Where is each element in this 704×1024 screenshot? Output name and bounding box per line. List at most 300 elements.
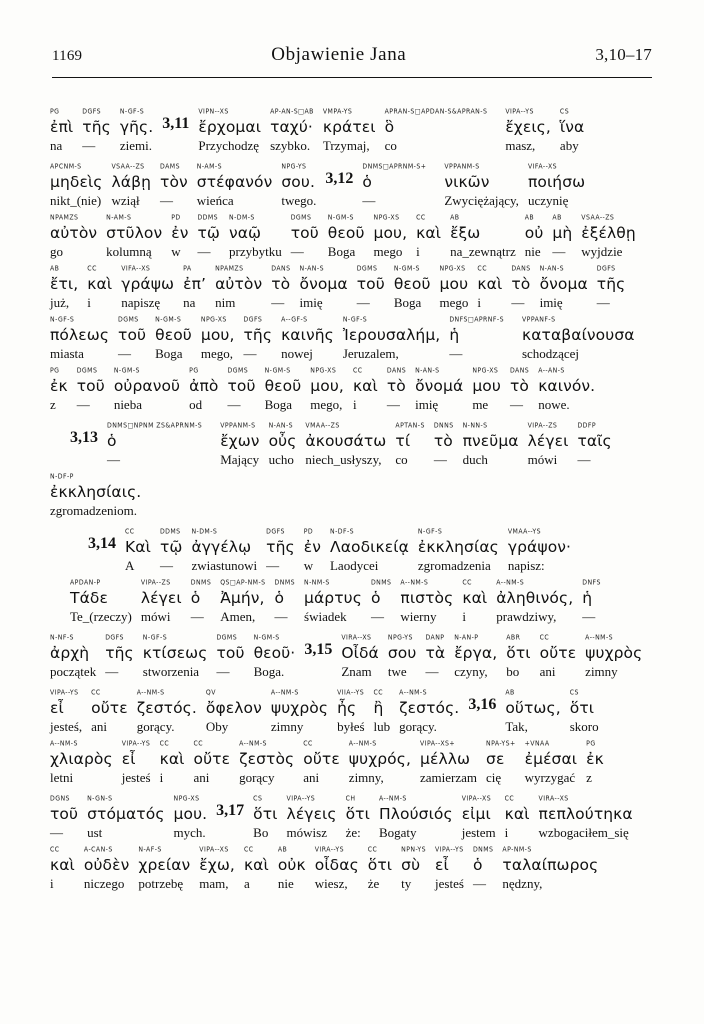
- interlinear-word: [50, 108, 82, 154]
- interlinear-word: [387, 367, 415, 413]
- grammar-tag: DGFS: [596, 264, 616, 273]
- grammar-tag: VIPA--YS: [50, 688, 79, 697]
- interlinear-word: [50, 265, 87, 311]
- polish-gloss: ty: [401, 876, 412, 891]
- grammar-tag: DGFS: [266, 527, 285, 536]
- polish-gloss: jesteś: [435, 876, 464, 891]
- grammar-tag: DNMS: [274, 578, 296, 587]
- grammar-tag: CS: [253, 794, 263, 803]
- greek-word: ποιήσω: [527, 173, 586, 191]
- interlinear-word: [50, 795, 87, 841]
- polish-gloss: Mający: [220, 452, 260, 467]
- polish-gloss: gorący.: [399, 719, 437, 734]
- greek-word: τὸ: [433, 432, 453, 450]
- interlinear-word: [337, 689, 373, 735]
- greek-word: τοῦ: [118, 326, 147, 344]
- greek-word: ψυχρὸς: [270, 699, 329, 717]
- polish-gloss: Boga: [327, 244, 356, 259]
- interlinear-word: [215, 265, 271, 311]
- polish-gloss: gorący.: [136, 719, 175, 734]
- interlinear-word: [77, 367, 114, 413]
- grammar-tag: DGMS: [356, 264, 378, 273]
- polish-gloss: byłeś: [337, 719, 365, 734]
- interlinear-word: [486, 740, 525, 786]
- polish-gloss: i: [159, 770, 164, 785]
- greek-word: οὐρανοῦ: [113, 377, 181, 395]
- polish-gloss: —: [197, 244, 211, 259]
- greek-word: καὶ: [462, 589, 488, 607]
- interlinear-word: [511, 265, 539, 311]
- polish-gloss: z: [50, 397, 56, 412]
- interlinear-word: [368, 846, 401, 892]
- polish-gloss: Boga: [393, 295, 422, 310]
- polish-gloss: że: [367, 876, 380, 891]
- polish-gloss: już,: [50, 295, 70, 310]
- greek-word: τοῦ: [216, 644, 245, 662]
- grammar-tag: VIPA--YS: [286, 794, 316, 803]
- greek-word: καταβαίνουσα: [521, 326, 635, 344]
- interlinear-word: [254, 634, 305, 680]
- greek-word: μου: [439, 275, 469, 293]
- greek-word: ὅτι: [569, 699, 595, 717]
- greek-word: καὶ: [504, 805, 530, 823]
- interlinear-word: [87, 795, 173, 841]
- greek-word: ἀπὸ: [189, 377, 219, 395]
- interlinear-word: [560, 108, 593, 154]
- grammar-tag: N-DM-S: [228, 213, 255, 222]
- polish-gloss: gorący: [239, 770, 275, 785]
- word-row: [50, 630, 664, 680]
- greek-word: μου,: [200, 326, 235, 344]
- polish-gloss: —: [118, 346, 132, 361]
- grammar-tag: VIPA--ZS: [527, 421, 558, 430]
- polish-gloss: co: [384, 138, 397, 153]
- greek-word: λέγεις: [286, 805, 337, 823]
- interlinear-word: [341, 634, 388, 680]
- polish-gloss: —: [582, 609, 596, 624]
- word-row: [50, 579, 664, 625]
- interlinear-word: [278, 846, 315, 892]
- greek-word: Πλούσιός: [378, 805, 453, 823]
- grammar-tag: PG: [189, 366, 199, 375]
- greek-word: μου,: [310, 377, 344, 395]
- grammar-tag: N-GF-S: [142, 633, 168, 642]
- interlinear-word: [597, 265, 635, 311]
- interlinear-line: [50, 740, 664, 786]
- interlinear-word: [265, 367, 311, 413]
- greek-word: ἔργα,: [454, 644, 498, 662]
- grammar-tag: VIPN--XS: [198, 107, 229, 116]
- greek-word: στέφανόν: [196, 173, 273, 191]
- greek-word: τὸ: [509, 377, 529, 395]
- greek-word: στόματός: [87, 805, 165, 823]
- polish-gloss: mego: [373, 244, 403, 259]
- word-row: [50, 367, 664, 413]
- greek-word: οὐδὲν: [83, 856, 130, 874]
- greek-word: στῦλον: [106, 224, 163, 242]
- greek-word: ὁ: [370, 589, 381, 607]
- greek-word: Καὶ: [125, 538, 151, 556]
- interlinear-word: [229, 214, 291, 260]
- interlinear-word: [304, 579, 371, 625]
- polish-gloss: Bogaty: [378, 825, 417, 840]
- interlinear-word: [137, 689, 206, 735]
- verse-number: [162, 104, 198, 150]
- interlinear-word: [281, 163, 325, 209]
- interlinear-word: [216, 634, 253, 680]
- polish-gloss: nie: [277, 876, 294, 891]
- grammar-tag: CC: [462, 578, 472, 587]
- greek-word: οὐκ: [277, 856, 306, 874]
- greek-word: τοῦ: [356, 275, 385, 293]
- polish-gloss: wiesz,: [314, 876, 348, 891]
- interlinear-word: [143, 634, 217, 680]
- grammar-tag: DGMS: [118, 315, 139, 324]
- greek-word: λάβῃ: [111, 173, 152, 191]
- grammar-tag: DDMS: [159, 527, 181, 536]
- polish-gloss: —: [216, 664, 230, 679]
- grammar-tag: VIFA--XS: [121, 264, 151, 273]
- interlinear-word: [505, 689, 569, 735]
- greek-word: καινόν.: [538, 377, 596, 395]
- polish-gloss: z: [586, 770, 592, 785]
- interlinear-word: [371, 579, 400, 625]
- greek-word: ἐκ: [50, 377, 68, 395]
- greek-word: ἐκ: [586, 750, 604, 768]
- greek-word: τῆς: [82, 118, 111, 136]
- grammar-tag: A--NM-S: [270, 688, 299, 697]
- polish-gloss: wziął: [111, 193, 140, 208]
- polish-gloss: w: [303, 558, 314, 573]
- verse-number: [70, 418, 107, 464]
- interlinear-word: [50, 846, 84, 892]
- interlinear-word: [343, 316, 449, 362]
- grammar-tag: DNMS: [472, 845, 494, 854]
- grammar-tag: VMAA--ZS: [305, 421, 340, 430]
- grammar-tag: CC: [303, 739, 313, 748]
- greek-word: ὃ: [384, 118, 395, 136]
- interlinear-line: [50, 630, 664, 680]
- interlinear-word: [239, 740, 303, 786]
- polish-gloss: zgromadzenia: [417, 558, 491, 573]
- grammar-tag: A--NM-S: [348, 739, 377, 748]
- interlinear-word: [415, 367, 472, 413]
- polish-gloss: —: [356, 295, 370, 310]
- grammar-tag: N-AN-P: [454, 633, 479, 642]
- greek-word: ζεστός.: [399, 699, 460, 717]
- grammar-tag: DGFS: [105, 633, 124, 642]
- greek-word: ἀληθινός,: [496, 589, 574, 607]
- interlinear-word: [416, 214, 450, 260]
- polish-gloss: bo: [506, 664, 520, 679]
- verse-number-label: 3,16: [468, 696, 497, 713]
- grammar-tag: VIPA--ZS: [140, 578, 171, 587]
- greek-word: τί: [395, 432, 411, 450]
- polish-gloss: stworzenia: [142, 664, 200, 679]
- interlinear-word: [570, 689, 608, 735]
- grammar-tag: VIPA--XS+: [420, 739, 456, 748]
- greek-word: λέγει: [527, 432, 569, 450]
- interlinear-word: [463, 422, 528, 468]
- grammar-tag: APTAN-S: [395, 421, 425, 430]
- interlinear-word: [281, 316, 343, 362]
- grammar-tag: CC: [125, 527, 135, 536]
- interlinear-word: [449, 316, 522, 362]
- greek-word: ἔχεις,: [505, 118, 551, 136]
- interlinear-line: [50, 791, 664, 841]
- interlinear-word: [171, 214, 197, 260]
- verse-range: 3,10–17: [595, 45, 652, 64]
- polish-gloss: i: [462, 609, 466, 624]
- polish-gloss: Laodycei: [329, 558, 379, 573]
- grammar-tag: A--NM-S: [50, 739, 78, 748]
- interlinear-word: [300, 265, 357, 311]
- greek-word: Λαοδικείᾳ: [329, 538, 409, 556]
- polish-gloss: a: [243, 876, 250, 891]
- grammar-tag: CC: [87, 264, 97, 273]
- greek-word: οὕτως,: [505, 699, 561, 717]
- polish-gloss: Znam: [341, 664, 372, 679]
- polish-gloss: —: [243, 346, 257, 361]
- interlinear-word: [440, 265, 478, 311]
- grammar-tag: DANP: [425, 633, 445, 642]
- greek-word: καὶ: [477, 275, 503, 293]
- interlinear-word: [138, 846, 199, 892]
- greek-word: σου.: [281, 173, 315, 191]
- greek-word: μηδεὶς: [50, 173, 103, 191]
- verse-number-label: 3,12: [325, 170, 354, 187]
- polish-gloss: zgromadzeniom.: [50, 503, 137, 518]
- interlinear-word: [160, 740, 194, 786]
- polish-gloss: —: [107, 452, 120, 467]
- grammar-tag: DNNS: [433, 421, 454, 430]
- grammar-tag: NPG-XS: [472, 366, 499, 375]
- interlinear-word: [454, 634, 506, 680]
- greek-word: τὰ: [425, 644, 446, 662]
- grammar-tag: N-GF-S: [417, 527, 443, 536]
- grammar-tag: A--NM-S: [496, 578, 525, 587]
- polish-gloss: jesteś: [121, 770, 151, 785]
- polish-gloss: imię: [539, 295, 563, 310]
- grammar-tag: CC: [477, 264, 487, 273]
- polish-gloss: mych.: [173, 825, 206, 840]
- polish-gloss: schodzącej: [521, 346, 579, 361]
- greek-word: σου: [387, 644, 417, 662]
- interlinear-word: [374, 689, 400, 735]
- grammar-tag: CC: [159, 739, 170, 748]
- grammar-tag: DANS: [511, 264, 531, 273]
- grammar-tag: DNMS□NPNM ZS&APRNM-S: [107, 421, 203, 430]
- polish-gloss: mówi: [140, 609, 171, 624]
- grammar-tag: DNFS□APRNF-S: [449, 315, 504, 324]
- grammar-tag: NPN-YS: [401, 845, 427, 854]
- grammar-tag: N-NN-S: [462, 421, 488, 430]
- polish-gloss: napiszę: [121, 295, 161, 310]
- grammar-tag: +VNAA: [524, 739, 550, 748]
- grammar-tag: AB: [277, 845, 288, 854]
- grammar-tag: N-AM-S: [106, 213, 132, 222]
- grammar-tag: NPG-YS: [387, 633, 413, 642]
- interlinear-line: [50, 104, 664, 154]
- polish-gloss: —: [577, 452, 591, 467]
- interlinear-word: [125, 528, 160, 574]
- interlinear-word: [118, 316, 155, 362]
- interlinear-word: [510, 367, 538, 413]
- polish-gloss: twe: [387, 664, 407, 679]
- grammar-tag: AP-NM-S: [502, 845, 532, 854]
- interlinear-word: [586, 740, 613, 786]
- interlinear-word: [388, 634, 426, 680]
- grammar-tag: VIPA--YS: [121, 739, 151, 748]
- greek-word: ταχύ·: [270, 118, 313, 136]
- greek-word: τὸ: [386, 377, 406, 395]
- greek-word: ὄνομα: [299, 275, 348, 293]
- interlinear-word: [271, 265, 299, 311]
- grammar-tag: NPG-XS: [439, 264, 466, 273]
- grammar-tag: PG: [586, 739, 596, 748]
- greek-word: μὴ: [552, 224, 573, 242]
- greek-word: γράψω: [121, 275, 175, 293]
- greek-word: καὶ: [50, 856, 75, 874]
- greek-word: ὁ: [472, 856, 483, 874]
- polish-gloss: wieńca: [196, 193, 234, 208]
- grammar-tag: N-DF-P: [50, 472, 74, 481]
- grammar-tag: CS: [559, 107, 570, 116]
- grammar-tag: PD: [303, 527, 314, 536]
- interlinear-word: [425, 634, 454, 680]
- grammar-tag: DGMS: [76, 366, 98, 375]
- interlinear-word: [50, 163, 112, 209]
- greek-word: μου,: [373, 224, 408, 242]
- grammar-tag: N-GM-S: [264, 366, 291, 375]
- greek-word: Ἀμήν,: [220, 589, 265, 607]
- polish-gloss: —: [266, 558, 280, 573]
- polish-gloss: mówisz: [286, 825, 327, 840]
- grammar-tag: NPG-YS: [281, 162, 307, 171]
- grammar-tag: N-GM-S: [393, 264, 420, 273]
- word-row: [50, 791, 664, 841]
- polish-gloss: cię: [486, 770, 502, 785]
- word-row: [50, 685, 664, 735]
- greek-word: τῆς: [243, 326, 273, 344]
- greek-word: τῆς: [105, 644, 134, 662]
- grammar-tag: VIPA--XS: [199, 845, 229, 854]
- interlinear-word: [244, 316, 282, 362]
- polish-gloss: zimny: [270, 719, 304, 734]
- interlinear-word: [253, 795, 286, 841]
- polish-gloss: czyny,: [454, 664, 488, 679]
- polish-gloss: niech_usłyszy,: [305, 452, 382, 467]
- greek-word: ἐκκλησίαις.: [50, 483, 142, 501]
- polish-gloss: i: [87, 295, 91, 310]
- greek-word: Τάδε: [70, 589, 108, 607]
- interlinear-word: [444, 163, 528, 209]
- grammar-tag: DGMS: [290, 213, 312, 222]
- polish-gloss: i: [352, 397, 357, 412]
- interlinear-word: [506, 634, 539, 680]
- grammar-tag: N-AN-S: [539, 264, 565, 273]
- interlinear-word: [112, 163, 161, 209]
- polish-gloss: ani: [91, 719, 108, 734]
- interlinear-word: [435, 846, 473, 892]
- polish-gloss: Boga.: [253, 664, 285, 679]
- interlinear-word: [50, 689, 91, 735]
- grammar-tag: DNFS: [582, 578, 601, 587]
- interlinear-line: [50, 265, 664, 311]
- greek-word: ἦς: [337, 699, 357, 717]
- polish-gloss: szybko.: [270, 138, 311, 153]
- interlinear-word: [114, 367, 189, 413]
- interlinear-word: [227, 367, 264, 413]
- polish-gloss: me: [472, 397, 489, 412]
- interlinear-word: [120, 108, 162, 154]
- grammar-tag: CC: [243, 845, 254, 854]
- greek-word: κράτει: [322, 118, 376, 136]
- grammar-tag: NPG-XS: [310, 366, 337, 375]
- greek-word: ὄνομά: [415, 377, 464, 395]
- greek-word: κτίσεως: [142, 644, 208, 662]
- greek-word: ὁ: [107, 432, 117, 450]
- grammar-tag: CC: [352, 366, 363, 375]
- interlinear-word: [189, 367, 227, 413]
- interlinear-word: [271, 689, 337, 735]
- polish-gloss: —: [290, 244, 304, 259]
- grammar-tag: PG: [50, 107, 60, 116]
- polish-gloss: twego.: [281, 193, 317, 208]
- greek-word: ταλαίπωρος: [502, 856, 599, 874]
- greek-word: εἶ: [50, 699, 64, 717]
- grammar-tag: N-GM-S: [327, 213, 354, 222]
- interlinear-body: [50, 104, 664, 897]
- grammar-tag: PA: [183, 264, 192, 273]
- polish-gloss: nowej: [281, 346, 313, 361]
- greek-word: θεοῦ: [264, 377, 302, 395]
- polish-gloss: Tak,: [505, 719, 528, 734]
- grammar-tag: N-GN-S: [87, 794, 113, 803]
- grammar-tag: AB: [450, 213, 460, 222]
- grammar-tag: DAMS: [160, 162, 180, 171]
- verse-number-label: 3,15: [304, 641, 333, 658]
- grammar-tag: CC: [416, 213, 426, 222]
- grammar-tag: QS□AP-NM-S: [220, 578, 266, 587]
- grammar-tag: ABR: [506, 633, 521, 642]
- grammar-tag: PD: [171, 213, 181, 222]
- greek-word: καινῆς: [281, 326, 334, 344]
- greek-word: σε: [486, 750, 505, 768]
- grammar-tag: DGFS: [82, 107, 102, 116]
- polish-gloss: ziemi.: [119, 138, 152, 153]
- greek-word: τῷ: [197, 224, 220, 242]
- polish-gloss: —: [50, 825, 63, 840]
- greek-word: Οἶδά: [341, 644, 379, 662]
- polish-gloss: imię: [415, 397, 439, 412]
- greek-word: ἢ: [373, 699, 384, 717]
- greek-word: ἔχω,: [199, 856, 235, 874]
- grammar-tag: DANS: [509, 366, 530, 375]
- polish-gloss: Zwyciężający,: [444, 193, 519, 208]
- polish-gloss: na: [50, 138, 63, 153]
- interlinear-word: [50, 367, 77, 413]
- grammar-tag: N-NF-S: [50, 633, 74, 642]
- greek-word: ὄνομα: [539, 275, 588, 293]
- grammar-tag: VIIA--YS: [337, 688, 365, 697]
- interlinear-word: [525, 740, 587, 786]
- grammar-tag: DDMS: [197, 213, 219, 222]
- polish-gloss: Amen,: [220, 609, 256, 624]
- interlinear-word: [87, 265, 121, 311]
- greek-word: χλιαρὸς: [50, 750, 113, 768]
- grammar-tag: AB: [505, 688, 515, 697]
